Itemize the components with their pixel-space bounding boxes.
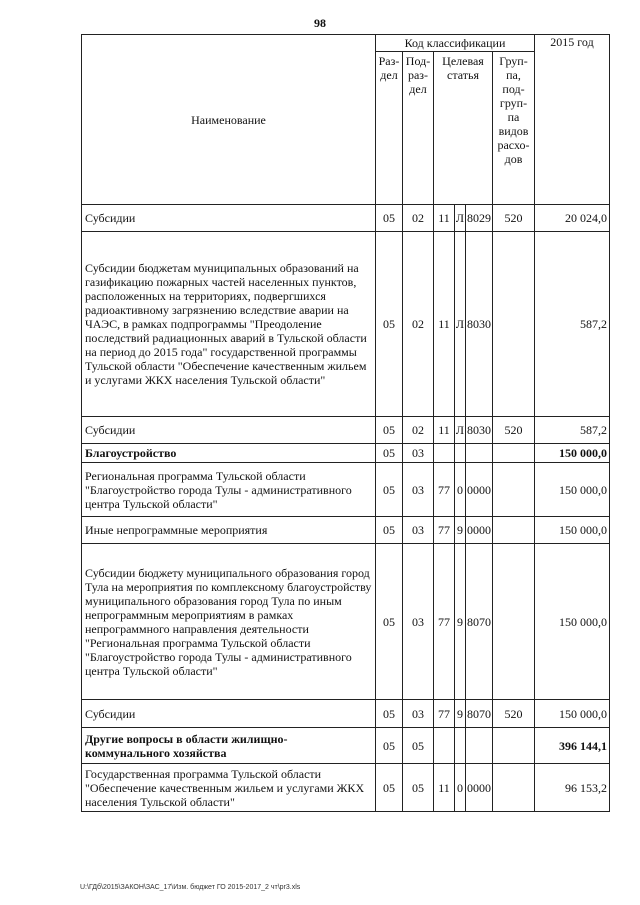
header-name: Наименование	[82, 35, 376, 205]
row-target-subprogram: 9	[455, 517, 466, 544]
row-expense-type	[493, 444, 535, 463]
row-target-direction	[466, 444, 493, 463]
row-target-direction: 8070	[466, 544, 493, 700]
table-row	[82, 700, 610, 728]
header-razdel: Раз- дел	[376, 52, 403, 205]
table-row	[82, 417, 610, 444]
row-name: Субсидии	[82, 417, 376, 444]
header-classification-code: Код классификации	[376, 35, 535, 52]
row-razdel: 05	[376, 517, 403, 544]
table-row	[82, 463, 610, 517]
header-podrazdel: Под- раз- дел	[403, 52, 434, 205]
row-name: Государственная программа Тульской области "Обеспечение качественным жильем и услугами ЖКХ населения Тульской области"	[82, 764, 376, 812]
row-amount: 587,2	[535, 232, 610, 417]
row-razdel: 05	[376, 728, 403, 764]
row-target-subprogram	[455, 728, 466, 764]
row-expense-type	[493, 517, 535, 544]
row-expense-type	[493, 728, 535, 764]
row-target-program: 11	[434, 764, 455, 812]
row-razdel: 05	[376, 417, 403, 444]
row-target-program: 11	[434, 417, 455, 444]
table-row	[82, 544, 610, 700]
header-target-article: Целевая статья	[434, 52, 493, 205]
row-name: Субсидии	[82, 205, 376, 232]
row-name: Субсидии бюджету муниципального образования город Тула на мероприятия по комплексному благоустройству муниципального образования город Тула по иным непрограммным мероприятиям в рамках непрограммного направления деятельности "Региональная программа Тульской области "Благоустройство города Тулы - административного центра Тульской области"	[82, 544, 376, 700]
page-number: 98	[314, 16, 326, 30]
row-amount: 587,2	[535, 417, 610, 444]
row-podrazdel: 03	[403, 700, 434, 728]
row-target-program: 77	[434, 517, 455, 544]
table-row	[82, 444, 610, 463]
row-target-direction: 0000	[466, 764, 493, 812]
row-podrazdel: 03	[403, 444, 434, 463]
row-target-direction: 8029	[466, 205, 493, 232]
row-expense-type	[493, 232, 535, 417]
row-target-subprogram: 9	[455, 544, 466, 700]
row-razdel: 05	[376, 544, 403, 700]
row-name: Региональная программа Тульской области "Благоустройство города Тулы - административного центра Тульской области"	[82, 463, 376, 517]
row-name: Субсидии бюджетам муниципальных образований на газификацию пожарных частей населенных пунктов, расположенных на территориях, подвергшихся радиоактивному загрязнению вследствие аварии на ЧАЭС, в рамках подпрограммы "Преодоление последствий радиационных аварий в Тульской области на период до 2015 года" государственной программы Тульской области "Обеспечение качественным жильем и услугами ЖКХ населения Тульской области"	[82, 232, 376, 417]
row-podrazdel: 02	[403, 232, 434, 417]
row-target-direction: 8030	[466, 232, 493, 417]
row-target-program: 77	[434, 544, 455, 700]
row-amount: 150 000,0	[535, 463, 610, 517]
file-path-footer: U:\ГДб\2015\ЗАКОН\ЗАС_17\Изм. бюджет ГО 2015-2017_2 чт\pr3.xls	[80, 884, 301, 891]
table-row	[82, 764, 610, 812]
header-expense-type-group: Груп- па, под- груп- па видов расхо- дов	[493, 52, 535, 205]
row-target-subprogram	[455, 444, 466, 463]
row-target-direction	[466, 728, 493, 764]
row-name: Другие вопросы в области жилищно-коммунального хозяйства	[82, 728, 376, 764]
row-target-program	[434, 728, 455, 764]
row-podrazdel: 05	[403, 728, 434, 764]
table-row	[82, 728, 610, 764]
row-target-subprogram: 0	[455, 463, 466, 517]
row-target-program: 11	[434, 232, 455, 417]
row-razdel: 05	[376, 444, 403, 463]
row-amount: 96 153,2	[535, 764, 610, 812]
row-razdel: 05	[376, 463, 403, 517]
row-razdel: 05	[376, 232, 403, 417]
row-amount: 150 000,0	[535, 444, 610, 463]
row-podrazdel: 03	[403, 463, 434, 517]
row-expense-type: 520	[493, 417, 535, 444]
row-amount: 396 144,1	[535, 728, 610, 764]
row-target-subprogram: Л	[455, 232, 466, 417]
row-podrazdel: 05	[403, 764, 434, 812]
table-row	[82, 517, 610, 544]
budget-table	[81, 34, 610, 812]
row-razdel: 05	[376, 700, 403, 728]
row-target-direction: 8070	[466, 700, 493, 728]
row-target-subprogram: 9	[455, 700, 466, 728]
row-expense-type	[493, 544, 535, 700]
row-target-subprogram: 0	[455, 764, 466, 812]
row-expense-type	[493, 463, 535, 517]
row-razdel: 05	[376, 764, 403, 812]
row-target-direction: 0000	[466, 463, 493, 517]
row-expense-type: 520	[493, 700, 535, 728]
row-target-program: 11	[434, 205, 455, 232]
row-razdel: 05	[376, 205, 403, 232]
row-target-program: 77	[434, 463, 455, 517]
row-amount: 150 000,0	[535, 517, 610, 544]
row-amount: 150 000,0	[535, 544, 610, 700]
row-target-direction: 0000	[466, 517, 493, 544]
row-name: Субсидии	[82, 700, 376, 728]
header-year: 2015 год	[535, 35, 610, 205]
row-podrazdel: 03	[403, 544, 434, 700]
row-target-program	[434, 444, 455, 463]
row-target-subprogram: Л	[455, 417, 466, 444]
row-name: Благоустройство	[82, 444, 376, 463]
row-podrazdel: 03	[403, 517, 434, 544]
row-name: Иные непрограммные мероприятия	[82, 517, 376, 544]
row-expense-type: 520	[493, 205, 535, 232]
row-podrazdel: 02	[403, 205, 434, 232]
row-target-direction: 8030	[466, 417, 493, 444]
row-target-subprogram: Л	[455, 205, 466, 232]
table-row	[82, 232, 610, 417]
table-row	[82, 205, 610, 232]
row-podrazdel: 02	[403, 417, 434, 444]
row-target-program: 77	[434, 700, 455, 728]
row-amount: 20 024,0	[535, 205, 610, 232]
row-expense-type	[493, 764, 535, 812]
row-amount: 150 000,0	[535, 700, 610, 728]
